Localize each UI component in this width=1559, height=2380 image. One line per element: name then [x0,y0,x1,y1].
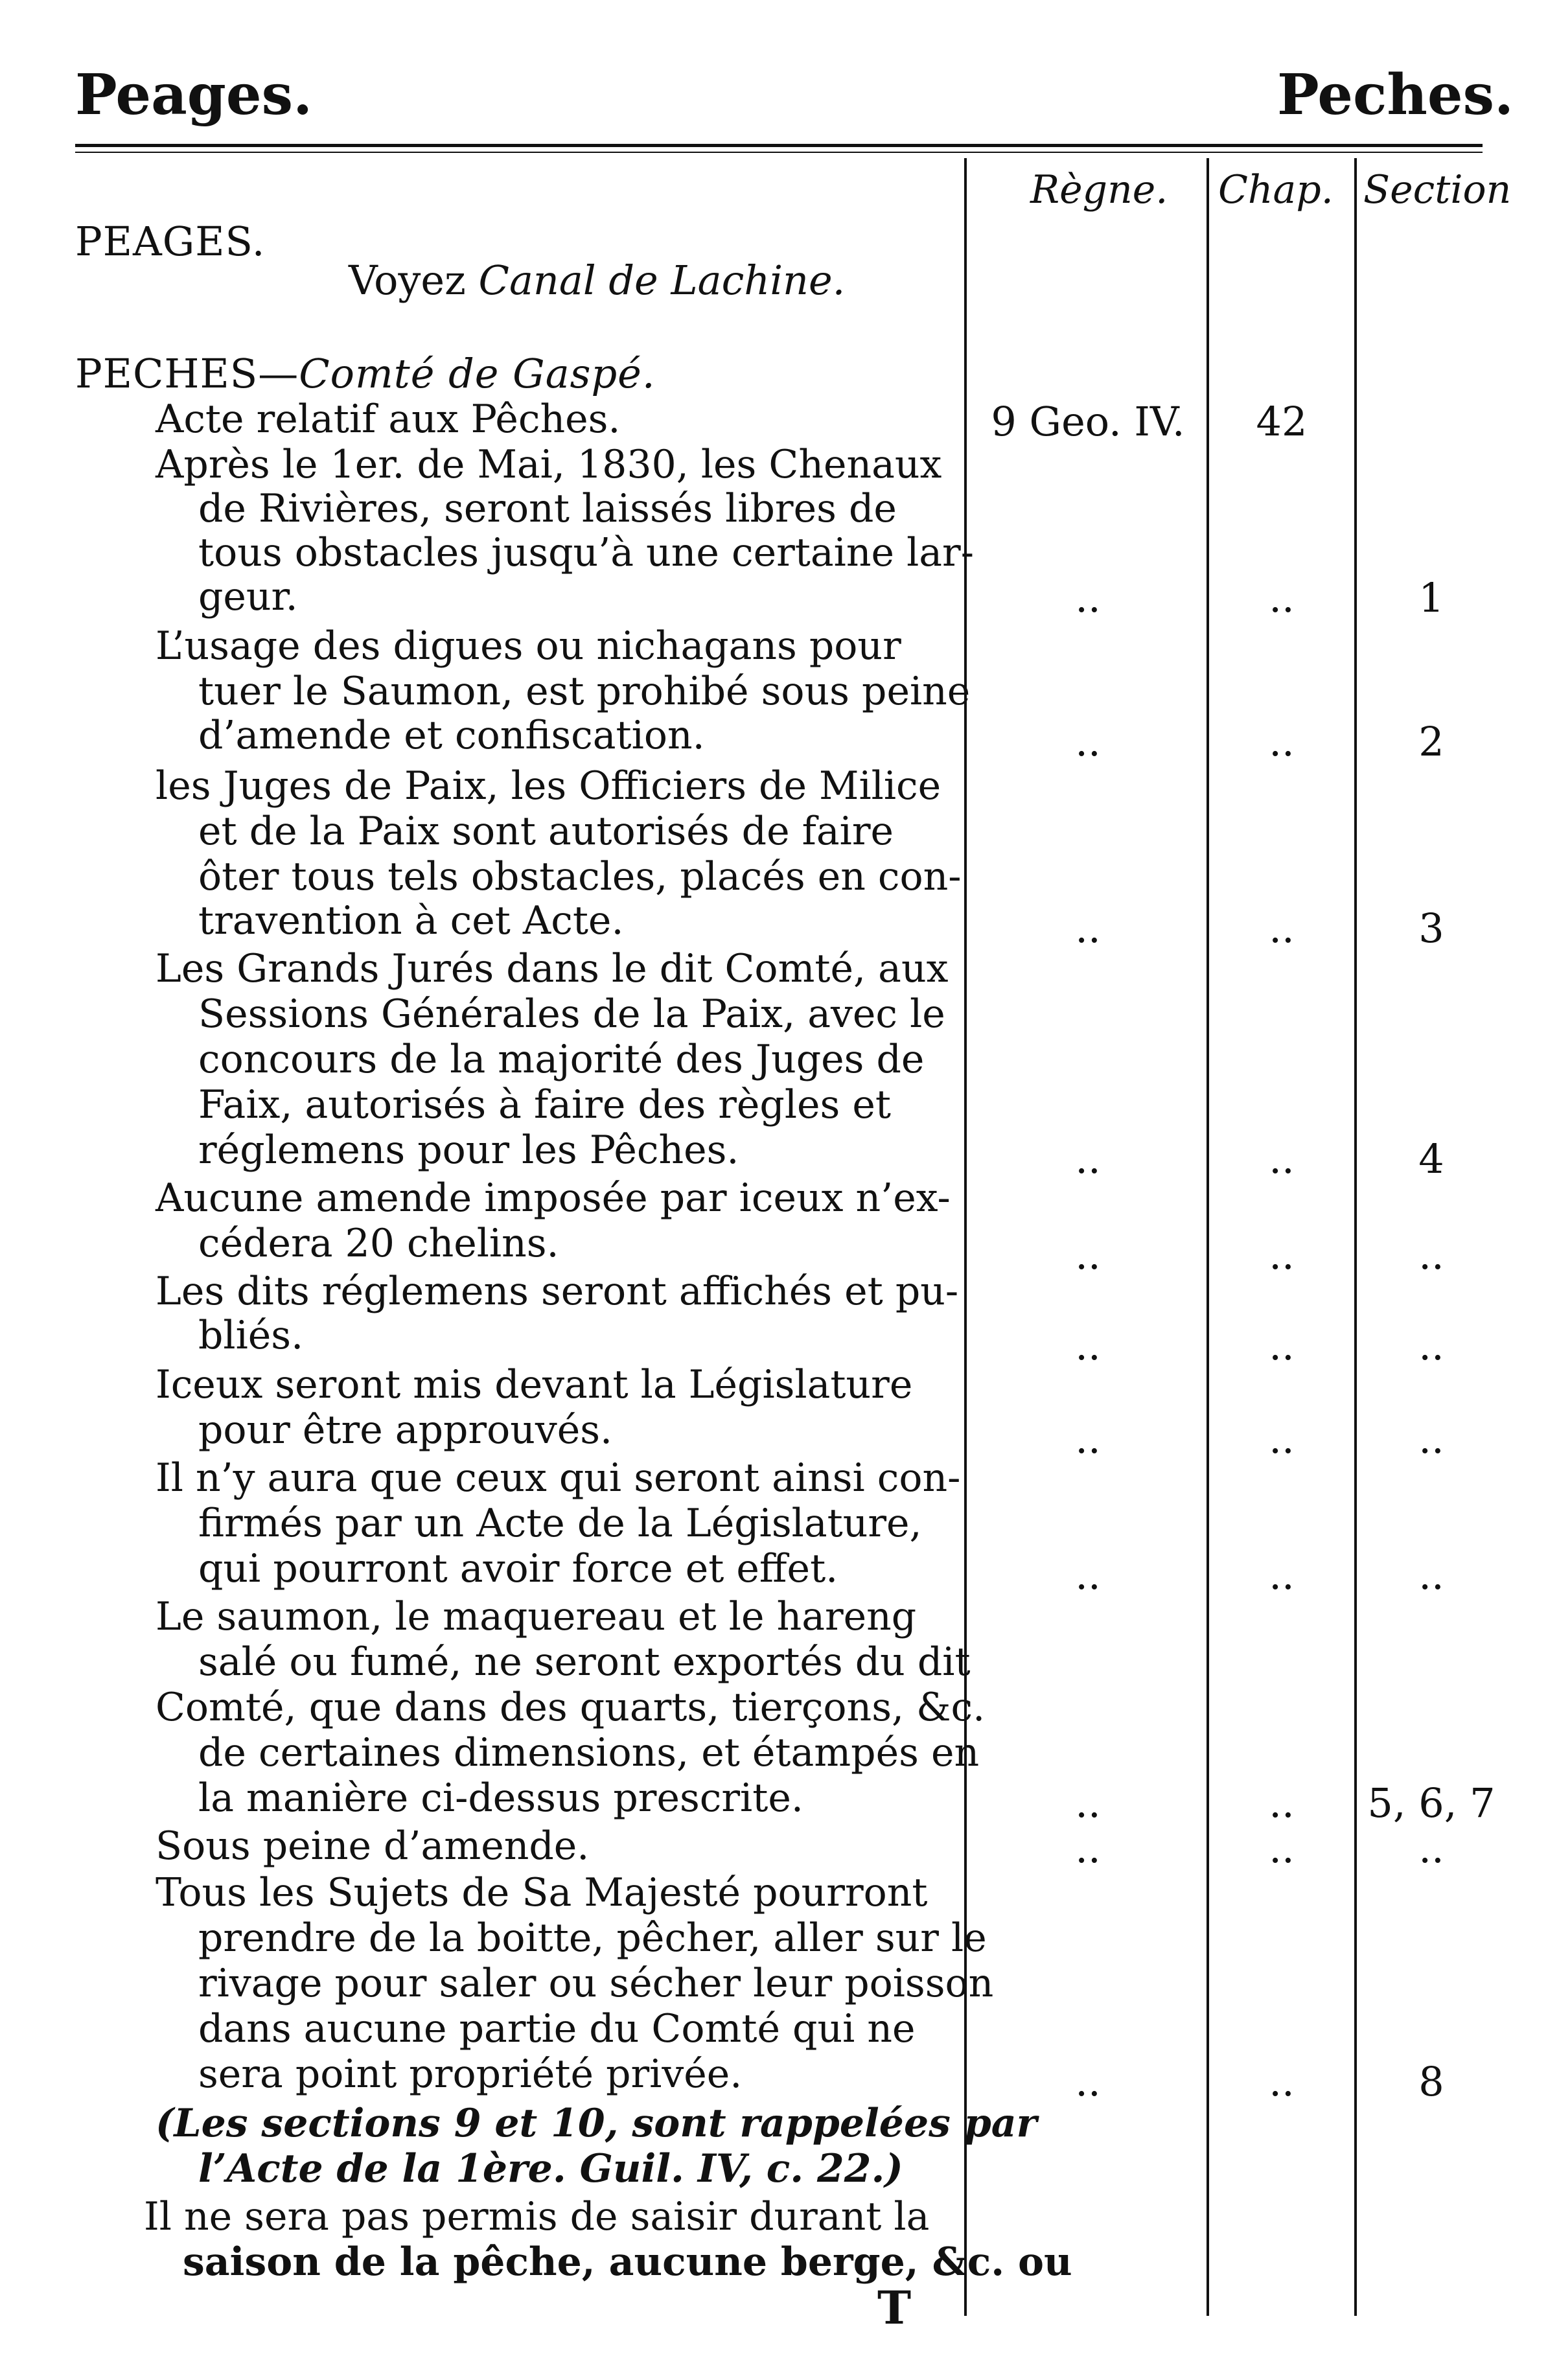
text-line: tous obstacles jusqu’à une certaine lar- [198,530,974,575]
ref-section: .. [1418,1415,1444,1462]
text-line: et de la Paix sont autorisés de faire [198,809,894,854]
ref-section: 1 [1418,574,1444,621]
entry-peches-title-italic: Comté de Gaspé. [299,350,656,397]
text-line: concours de la majorité des Juges de [198,1037,925,1082]
text-line: firmés par un Acte de la Législature, [198,1501,922,1546]
entry-peches-title-plain: PECHES— [75,350,299,397]
text-line: Sessions Générales de la Paix, avec le [198,991,945,1037]
ref-regne: .. [1075,1231,1101,1278]
text-line: Les Grands Jurés dans le dit Comté, aux [156,946,949,991]
ref-chap: .. [1269,574,1295,621]
ref-section: 3 [1418,905,1444,952]
text-line: L’usage des digues ou nichagans pour [156,623,901,669]
see-prefix: Voyez [349,257,466,304]
ref-section: .. [1418,1231,1444,1278]
text-line: réglemens pour les Pêches. [198,1127,739,1173]
ref-chap: 42 [1256,398,1308,445]
ref-regne: .. [1075,905,1101,952]
ref-regne: .. [1075,1135,1101,1183]
text-line: salé ou fumé, ne seront exportés du dit [198,1639,971,1685]
column-header-regne: Règne. [1030,167,1168,213]
entry-peages-see [349,257,845,304]
ref-regne: 9 Geo. IV. [991,398,1185,445]
running-head-right: Peches. [1276,62,1514,128]
text-line: travention à cet Acte. [198,898,624,943]
column-header-section: Section [1363,167,1512,213]
column-header-chap: Chap. [1218,167,1334,213]
text-line: Les dits réglemens seront affichés et pu- [156,1269,959,1314]
running-head-left: Peages. [75,62,313,128]
text-line: Après le 1er. de Mai, 1830, les Chenaux [156,442,942,487]
ref-chap: .. [1269,1415,1295,1462]
ref-regne: .. [1075,574,1101,621]
ref-chap: .. [1269,1551,1295,1599]
ref-section: 2 [1418,718,1444,765]
text-line: prendre de la boitte, pêcher, aller sur le [198,1915,987,1961]
header-rule-thick [75,144,1483,147]
ref-section: 4 [1418,1135,1444,1183]
ref-regne: .. [1075,1415,1101,1462]
text-line: Tous les Sujets de Sa Majesté pourront [156,1870,928,1915]
text-line: geur. [198,574,298,619]
see-reference: Canal de Lachine. [478,257,846,304]
text-line: Iceux seront mis devant la Législature [156,1362,913,1407]
signature-mark: T [877,2281,912,2335]
entry-peches-title [75,350,656,397]
ref-section: 8 [1418,2058,1444,2105]
text-line: qui pourront avoir force et effet. [198,1546,838,1591]
ref-regne: .. [1075,1322,1101,1369]
text-line: rivage pour saler ou sécher leur poisson [198,1961,994,2006]
ref-chap: .. [1269,718,1295,765]
ref-regne: .. [1075,2058,1101,2105]
text-line: Le saumon, le maquereau et le hareng [156,1594,917,1639]
text-line: tuer le Saumon, est prohibé sous peine [198,669,971,714]
ref-chap: .. [1269,2058,1295,2105]
ref-regne: .. [1075,1779,1101,1827]
text-line: la manière ci-dessus prescrite. [198,1775,803,1821]
ref-chap: .. [1269,1322,1295,1369]
text-line: de certaines dimensions, et étampés en [198,1730,980,1775]
text-line: saison de la pêche, aucune berge, &c. ou [183,2239,1072,2285]
ref-regne: .. [1075,1551,1101,1599]
ref-section: .. [1418,1322,1444,1369]
text-line: Il n’y aura que ceux qui seront ainsi con- [156,1455,961,1501]
text-line: Comté, que dans des quarts, tierçons, &c. [156,1685,986,1730]
header-rule-thin [75,152,1483,153]
text-line: ôter tous tels obstacles, placés en con- [198,854,962,899]
entry-peages-title: PEAGES. [75,218,266,265]
text-line: Il ne sera pas permis de saisir durant la [144,2194,930,2239]
ref-section: .. [1418,1551,1444,1599]
ref-chap: .. [1269,1231,1295,1278]
text-line: Sous peine d’amende. [156,1823,590,1869]
text-line: sera point propriété privée. [198,2051,743,2097]
text-line-note: (Les sections 9 et 10, sont rappelées par [156,2101,1037,2146]
text-line: de Rivières, seront laissés libres de [198,486,897,531]
ref-section: .. [1418,1825,1444,1872]
text-line: pour être approuvés. [198,1407,613,1453]
text-line-note: l’Acte de la 1ère. Guil. IV, c. 22.) [198,2146,903,2191]
text-line: Faix, autorisés à faire des règles et [198,1082,892,1127]
ref-chap: .. [1269,905,1295,952]
ref-regne: .. [1075,718,1101,765]
text-line: d’amende et confiscation. [198,713,705,758]
text-line: bliés. [198,1313,304,1358]
ref-section: 5, 6, 7 [1367,1779,1495,1827]
text-line: cédera 20 chelins. [198,1221,559,1266]
text-line: Acte relatif aux Pêches. [156,397,621,442]
text-line: les Juges de Paix, les Officiers de Milice [156,763,941,809]
text-line: Aucune amende imposée par iceux n’ex- [156,1175,951,1221]
ref-chap: .. [1269,1135,1295,1183]
ref-chap: .. [1269,1825,1295,1872]
ref-chap: .. [1269,1779,1295,1827]
text-line: dans aucune partie du Comté qui ne [198,2006,916,2051]
ref-regne: .. [1075,1825,1101,1872]
